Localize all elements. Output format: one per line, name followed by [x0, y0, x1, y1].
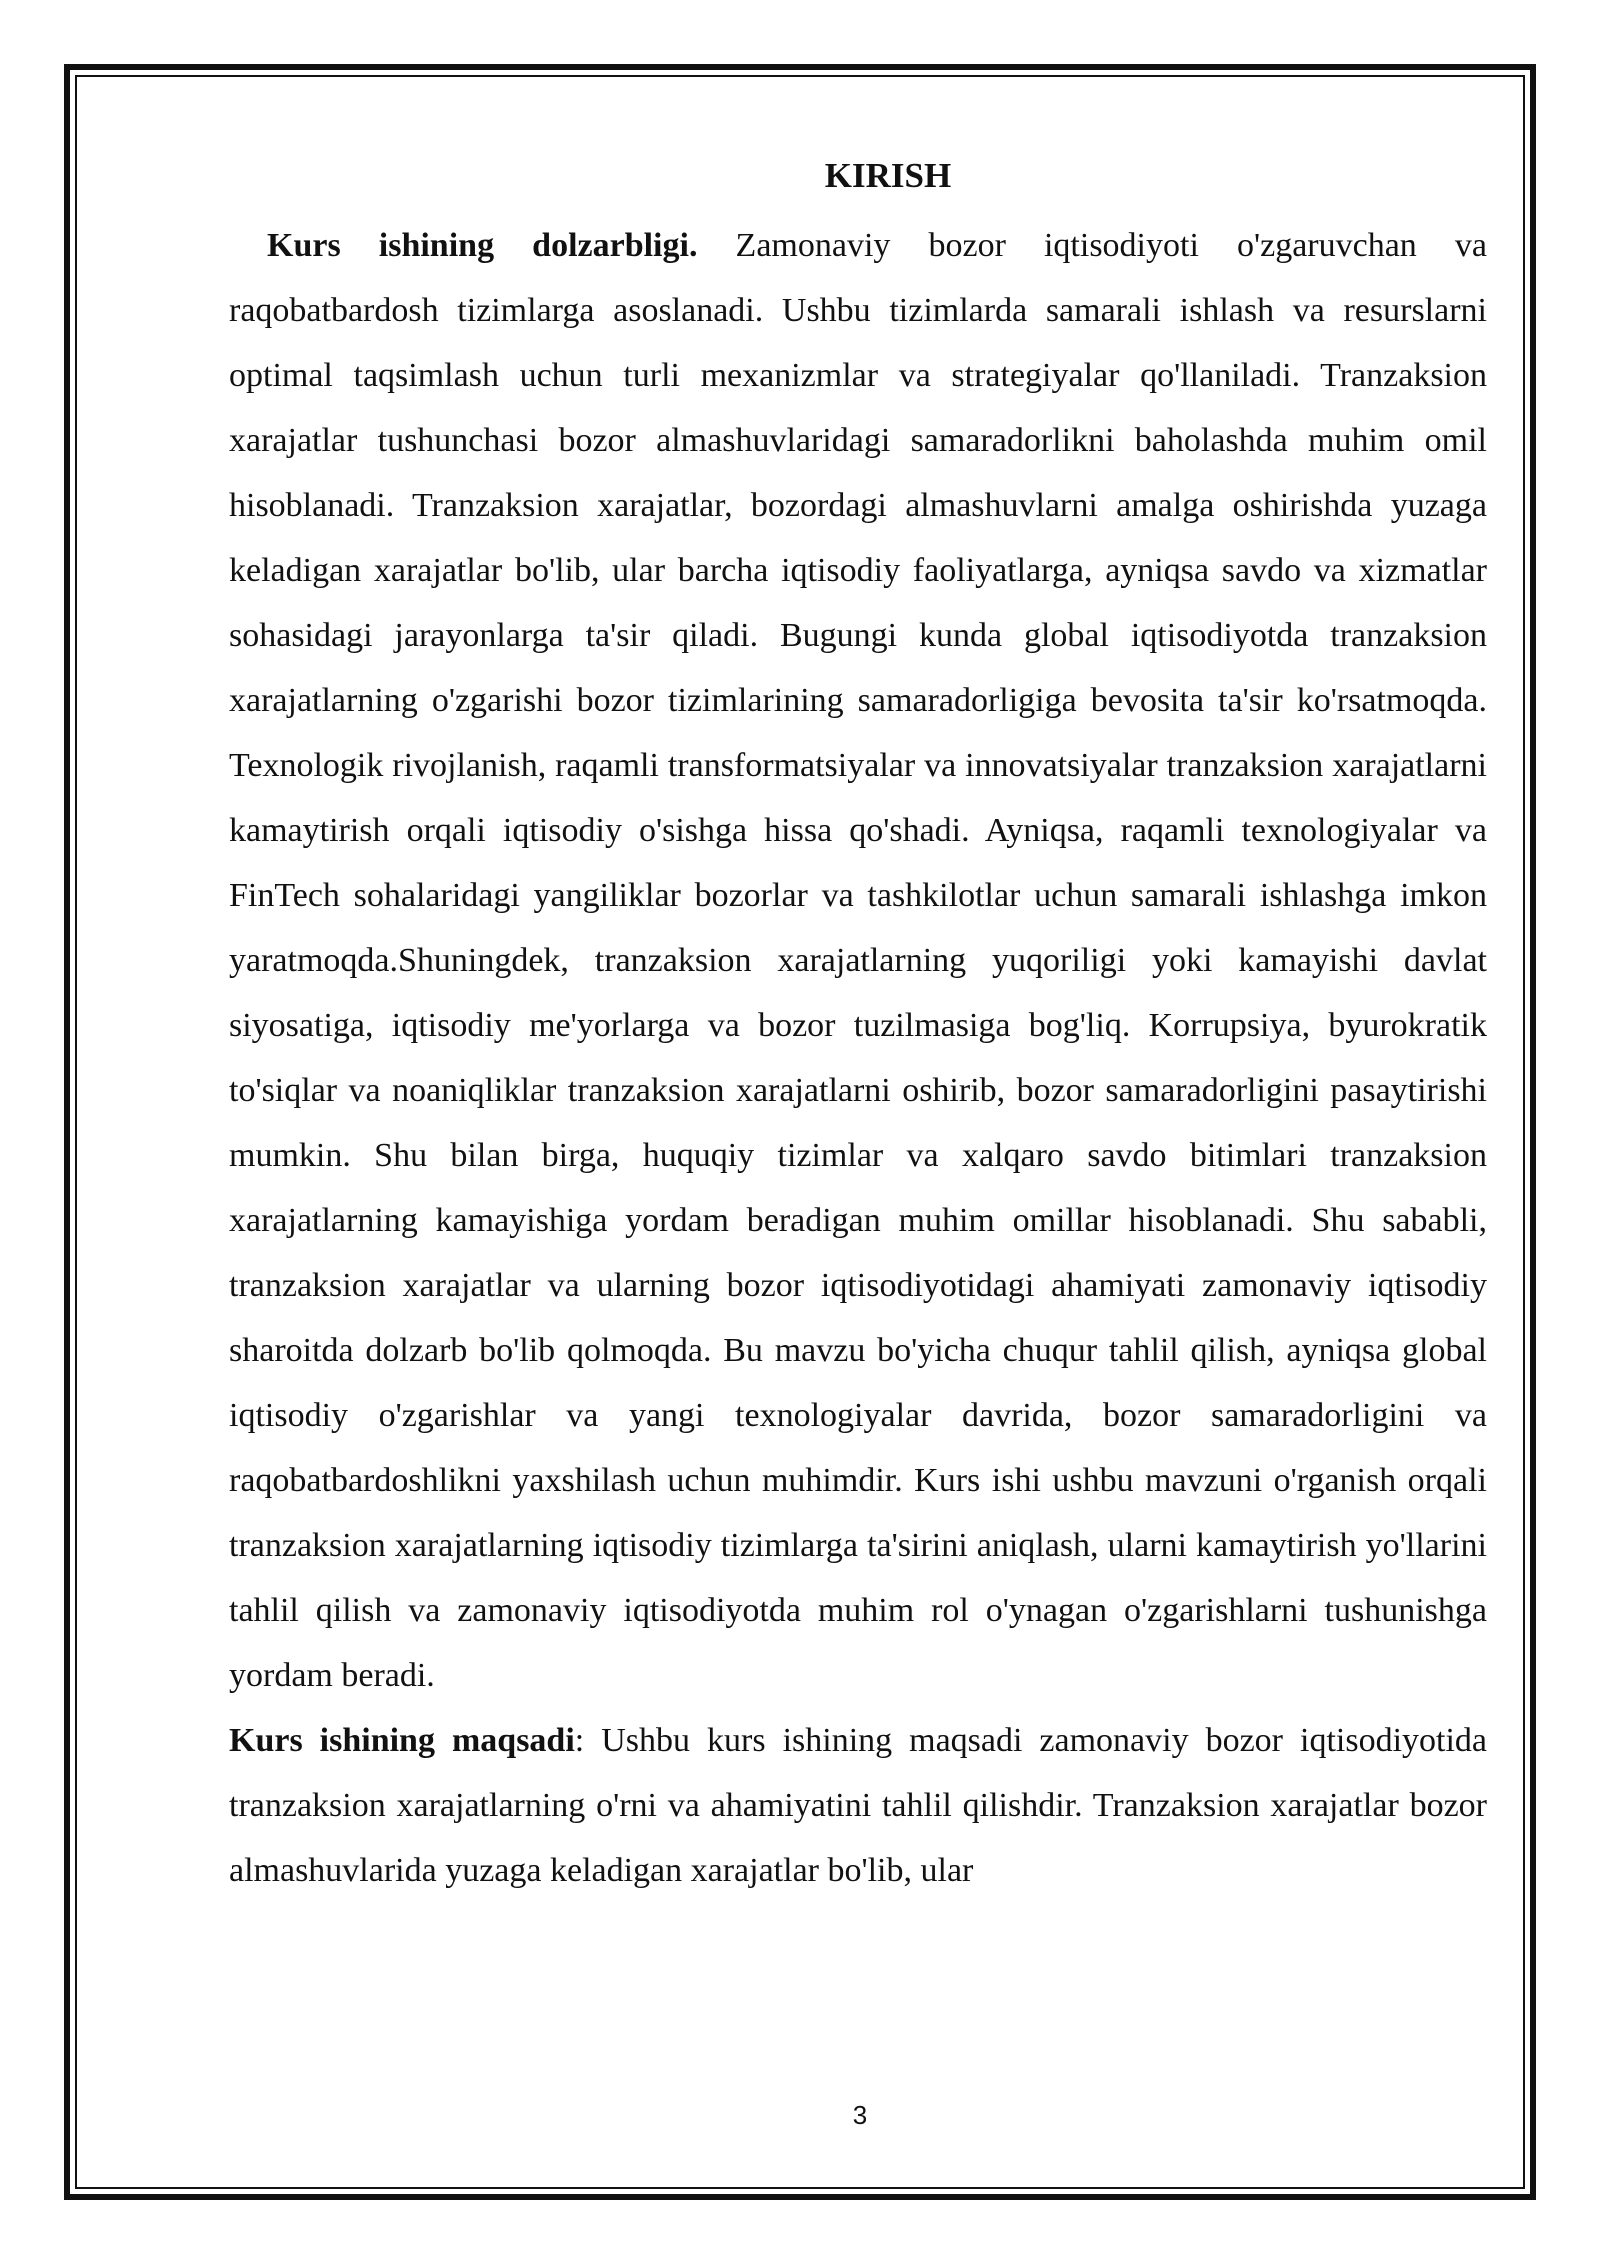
relevance-text: Zamonaviy bozor iqtisodiyoti o'zgaruvchan va raqobatbardosh tizimlarga asoslanadi. Ushbu tizimlarda samarali ishlash va resurslarni optimal taqsimlash uchun turli mexanizmlar va strategiyalar qo'llaniladi. Tranzaksion xarajatlar tushunchasi bozor almashuvlaridagi samaradorlikni baholashda muhim omil hisoblanadi. Tranzaksion xarajatlar, bozordagi almashuvlarni amalga oshirishda yuzaga keladigan xarajatlar bo'lib, ular barcha iqtisodiy faoliyatlarga, ayniqsa savdo va xizmatlar sohasidagi jarayonlarga ta'sir qiladi. Bugungi kunda global iqtisodiyotda tranzaksion xarajatlarning o'zgarishi bozor tizimlarining samaradorligiga bevosita ta'sir ko'rsatmoqda. Texnologik rivojlanish, raqamli transformatsiyalar va innovatsiyalar tranzaksion xarajatlarni kamaytirish orqali iqtisodiy o'sishga hissa qo'shadi. Ayniqsa, raqamli texnologiyalar va FinTech sohalaridagi yangiliklar bozorlar va tashkilotlar uchun samarali ishlashga imkon yaratmoqda.Shuningdek, tranzaksion xarajatlarning yuqoriligi yoki kamayishi davlat siyosatiga, iqtisodiy me'yorlarga va bozor tuzilmasiga bog'liq. Korrupsiya, byurokratik to'siqlar va noaniqliklar tranzaksion xarajatlarni oshirib, bozor samaradorligini pasaytirishi mumkin. Shu bilan birga, huquqiy tizimlar va xalqaro savdo bitimlari tranzaksion xarajatlarning kamayishiga yordam beradigan muhim omillar hisoblanadi. Shu sababli, tranzaksion xarajatlar va ularning bozor iqtisodiyotidagi ahamiyati zamonaviy iqtisodiy sharoitda dolzarb bo'lib qolmoqda. Bu mavzu bo'yicha chuqur tahlil qilish, ayniqsa global iqtisodiy o'zgarishlar va yangi texnologiyalar davrida, bozor samaradorligini va raqobatbardoshlikni yaxshilash uchun muhimdir. Kurs ishi ushbu mavzuni o'rganish orqali tranzaksion xarajatlarning iqtisodiy tizimlarga ta'sirini aniqlash, ularni kamaytirish yo'llarini tahlil qilish va zamonaviy iqtisodiyotda muhim rol o'ynagan o'zgarishlarni tushunishga yordam beradi. [229, 227, 1487, 1694]
goal-paragraph [229, 1708, 1487, 1903]
goal-text: : Ushbu kurs ishining maqsadi zamonaviy bozor iqtisodiyotida tranzaksion xarajatlarning o'rni va ahamiyatini tahlil qilishdir. Tranzaksion xarajatlar bozor almashuvlarida yuzaga keladigan xarajatlar bo'lib, ular [229, 1722, 1487, 1889]
relevance-lead: Kurs ishining dolzarbligi. [267, 227, 698, 264]
goal-lead: Kurs ishining maqsadi [229, 1722, 575, 1759]
section-heading: KIRISH [824, 156, 952, 195]
document-body [229, 148, 1487, 1903]
relevance-paragraph [229, 213, 1487, 1708]
page-number: 3 [852, 2100, 868, 2130]
